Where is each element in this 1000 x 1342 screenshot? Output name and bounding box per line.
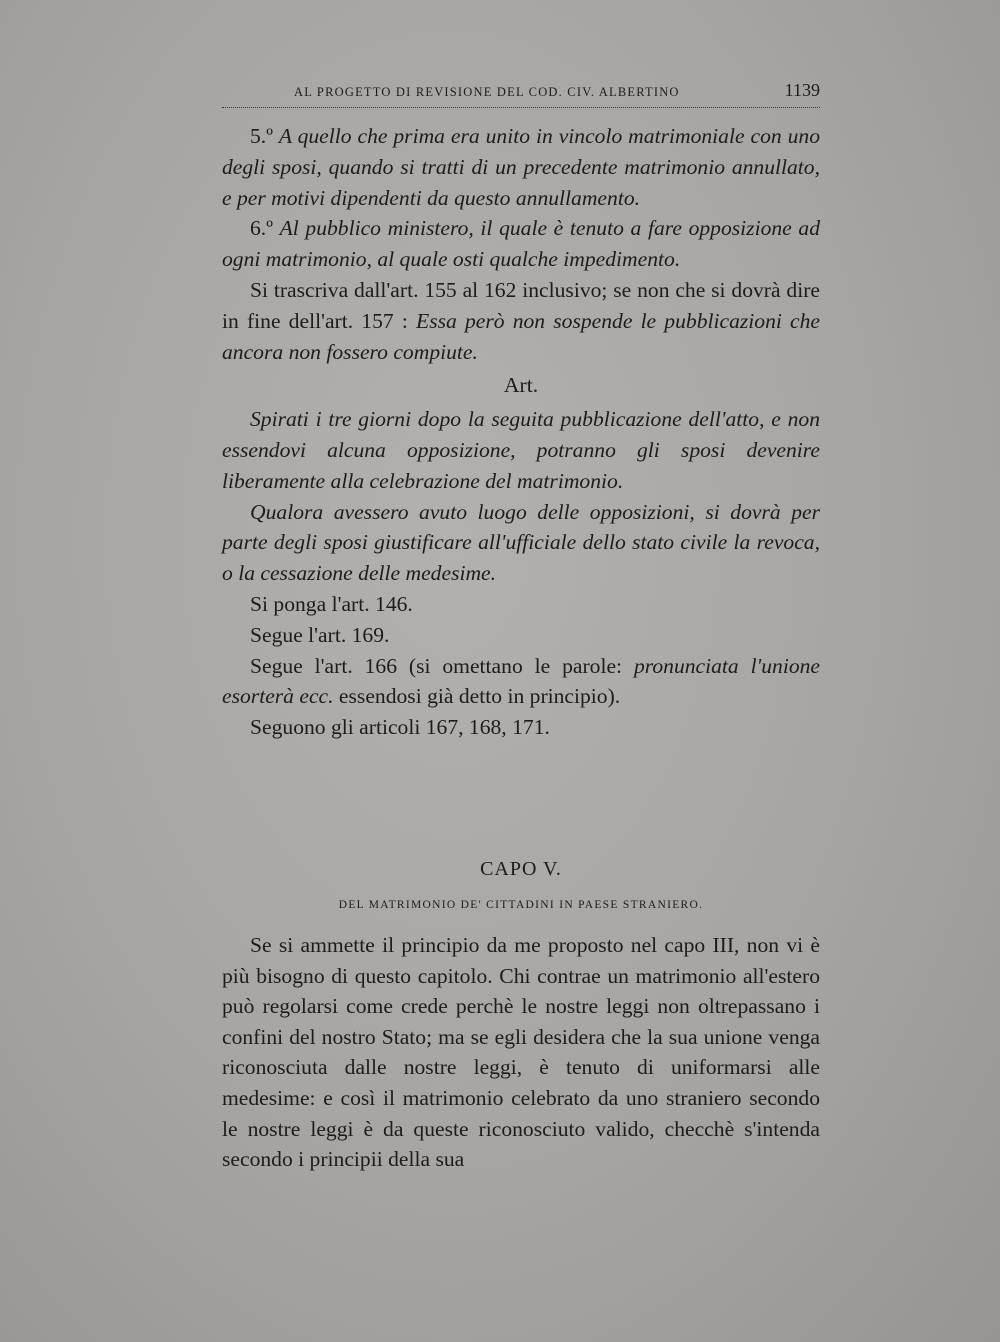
line-art-166: [222, 651, 820, 713]
item-5-text: A quello che prima era unito in vincolo matrimoniale con uno degli sposi, quando si tratti di un precedente matrimonio annullato, e per motivi dipendenti da questo annullamento.: [222, 124, 820, 210]
item-5-number: 5.º: [250, 124, 273, 148]
item-6-text: Al pubblico ministero, il quale è tenuto a fare opposizione ad ogni matrimonio, al quale osti qualche impedimento.: [222, 216, 820, 272]
line-art-169: Segue l'art. 169.: [250, 622, 390, 647]
chapter-title: CAPO V.: [480, 858, 562, 880]
line-art-146: Si ponga l'art. 146.: [250, 591, 413, 616]
item-5: [222, 121, 820, 213]
item-6-number: 6.º: [250, 216, 273, 241]
body-text-upper: [222, 121, 820, 743]
art-paragraph-1: Spirati i tre giorni dopo la seguita pubblicazione dell'atto, e non essendovi alcuna opposizione, potranno gli sposi devenire liberamente alla celebrazione del matrimonio.: [222, 407, 820, 493]
page-number: 1139: [784, 80, 820, 100]
item-6: [222, 213, 820, 275]
line-166-italic: pronunciata l'unione esorterà ecc.: [222, 653, 820, 709]
line-art-167: Seguono gli articoli 167, 168, 171.: [250, 715, 550, 740]
art-heading: Art.: [503, 373, 539, 398]
transcribe-lead: Si trascriva dall'art. 155 al 162 inclusivo; se non che si dovrà dire in fine dell'art. 157 :: [222, 277, 820, 333]
line-166-tail: essendosi già detto in principio).: [333, 684, 621, 709]
running-title: AL PROGETTO DI REVISIONE DEL COD. CIV. ALBERTINO: [294, 85, 680, 99]
line-166-lead: Segue l'art. 166 (si omettano le parole:: [250, 653, 634, 678]
transcribe-paragraph: [222, 275, 820, 367]
closing-paragraph: Se si ammette il principio da me proposto nel capo III, non vi è più bisogno di questo capitolo. Chi contrae un matrimonio all'estero può regolarsi come crede perchè le nostre leggi non oltrepassano i confini del nostro Stato; ma se egli desidera che la sua unione venga riconosciuta dalle nostre leggi, è tenuto di uniformarsi alle medesime: e così il matrimonio celebrato da uno straniero secondo le nostre leggi è da queste riconosciuto valido, checchè s'intenda secondo i principii della sua: [222, 933, 820, 1172]
art-paragraph-2: Qualora avessero avuto luogo delle opposizioni, si dovrà per parte degli sposi giustificare all'ufficiale dello stato civile la revoca, o la cessazione delle medesime.: [222, 499, 820, 586]
page-header: [222, 80, 820, 108]
transcribe-italic: Essa però non sospende le pubblicazioni che ancora non fossero compiute.: [222, 308, 820, 364]
body-text-lower: [222, 930, 820, 1175]
chapter-subtitle: DEL MATRIMONIO DE' CITTADINI IN PAESE STRANIERO.: [338, 899, 704, 911]
